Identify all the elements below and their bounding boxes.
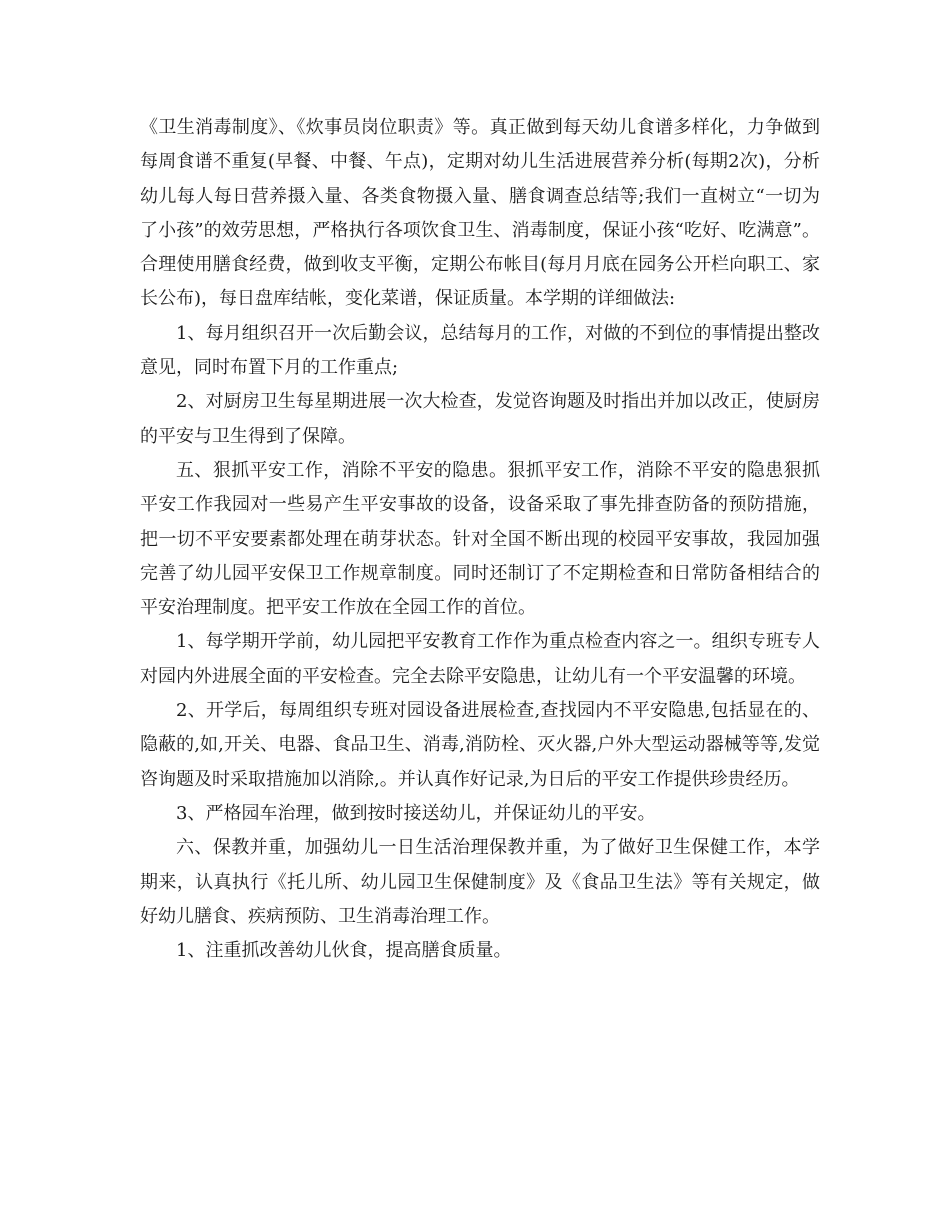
document-body [140, 111, 820, 968]
paragraph-kitchen-inspection: 2、对厨房卫生每星期进展一次大检查，发觉咨询题及时指出并加以改正，使厨房的平安与卫生得到了保障。 [140, 391, 820, 447]
paragraph-safety-check-before-term: 1、每学期开学前，幼儿园把平安教育工作作为重点检查内容之一。组织专班专人对园内外进展全面的平安检查。完全去除平安隐患，让幼儿有一个平安温馨的环境。 [140, 631, 820, 687]
paragraph-school-bus: 3、严格园车治理，做到按时接送幼儿，并保证幼儿的平安。 [176, 802, 656, 824]
paragraph-section-five-safety: 五、狠抓平安工作，消除不平安的隐患。狠抓平安工作，消除不平安的隐患狠抓平安工作我园对一些易产生平安事故的设备，设备采取了事先排查防备的预防措施，把一切不平安要素都处理在萌芽状态。针对全国不断出现的校园平安事故，我园加强完善了幼儿园平安保卫工作规章制度。同时还制订了不定期检查和日常防备相结合的平安治理制度。把平安工作放在全园工作的首位。 [140, 459, 820, 619]
paragraph-monthly-meeting: 1、每月组织召开一次后勤会议，总结每月的工作，对做的不到位的事情提出整改意见，同时布置下月的工作重点; [140, 322, 820, 379]
paragraph-section-six-care: 六、保教并重，加强幼儿一日生活治理保教并重，为了做好卫生保健工作，本学期来，认真执行《托儿所、幼儿园卫生保健制度》及《食品卫生法》等有关规定，做好幼儿膳食、疾病预防、卫生消毒治理工作。 [140, 837, 820, 927]
paragraph-weekly-equipment-check: 2、开学后，每周组织专班对园设备进展检查,查找园内不平安隐患,包括显在的、隐蔽的,如,开关、电器、食品卫生、消毒,消防栓、灭火器,户外大型运动器械等等,发觉咨询题及时采取措施加以消除,。并认真作好记录,为日后的平安工作提供珍贵经历。 [140, 700, 820, 790]
paragraph-hygiene-rules: 《卫生消毒制度》、《炊事员岗位职责》等。真正做到每天幼儿食谱多样化，力争做到每周食谱不重复(早餐、中餐、午点)，定期对幼儿生活进展营养分析(每期2次)，分析幼儿每人每日营养摄入量、各类食物摄入量、膳食调查总结等;我们一直树立“一切为了小孩”的效劳思想，严格执行各项饮食卫生、消毒制度，保证小孩“吃好、吃满意”。合理使用膳食经费，做到收支平衡，定期公布帐目(每月月底在园务公开栏向职工、家长公布)，每日盘库结帐，变化菜谱，保证质量。本学期的详细做法: [140, 117, 820, 310]
paragraph-improve-meals: 1、注重抓改善幼儿伙食，提高膳食质量。 [176, 940, 512, 962]
